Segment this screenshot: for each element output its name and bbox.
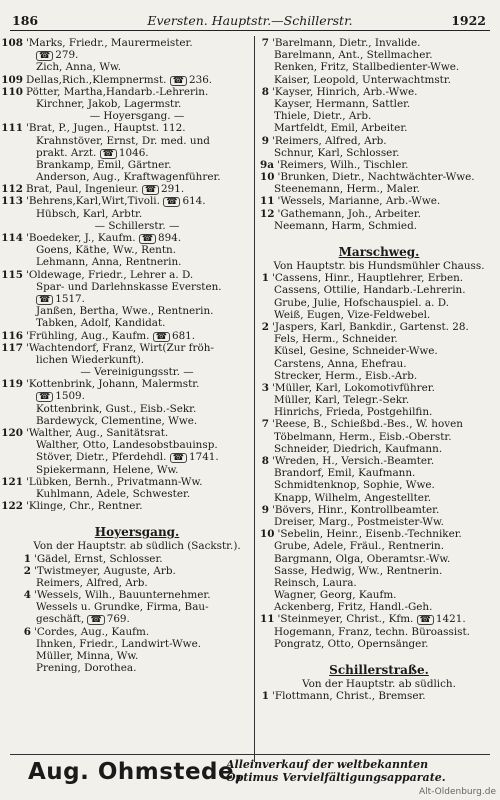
street-heading: Marschweg. xyxy=(338,245,420,259)
entry-line xyxy=(260,284,498,296)
entry-line xyxy=(260,589,498,601)
telephone-icon: ☎ xyxy=(170,76,187,86)
entry-text: Fels, Herm., Schneider. xyxy=(274,333,398,346)
house-number: 115 xyxy=(1,268,23,281)
page-number: 186 xyxy=(12,13,39,28)
entry-text: Kottenbrink, Gust., Eisb.-Sekr. xyxy=(36,402,197,415)
telephone-number: 681. xyxy=(171,329,196,342)
entry-text: 'Wreden, H., Versich.-Beamter. xyxy=(272,455,435,467)
telephone-icon: ☎ xyxy=(87,615,104,625)
entry-line xyxy=(260,86,498,98)
entry-text: Reimers, Alfred, Arb. xyxy=(36,576,148,589)
entry-text: 'Reimers, Wilh., Tischler. xyxy=(276,158,409,171)
entry-line xyxy=(22,565,252,577)
entry-text: Ihnken, Friedr., Landwirt-Wwe. xyxy=(36,637,202,650)
entry-text: 'Jaspers, Karl, Bankdir., Gartenst. 28. xyxy=(272,320,469,333)
entry-line xyxy=(22,403,252,415)
house-number: 112 xyxy=(1,183,23,196)
house-number: 2 xyxy=(23,564,31,577)
telephone-icon: ☎ xyxy=(153,332,170,342)
entry-text: Lehmann, Anna, Rentnerin. xyxy=(36,256,182,269)
house-number: 9 xyxy=(261,503,269,516)
entry-line xyxy=(1,475,252,488)
section-note: — Hoyersgang. — xyxy=(89,110,185,123)
entry-text: Sasse, Hedwig, Ww., Rentnerin. xyxy=(274,564,443,577)
entry-text: 'Marks, Friedr., Maurermeister. xyxy=(26,37,193,49)
entry-line xyxy=(260,358,498,370)
entry-line xyxy=(260,516,498,528)
telephone-icon: ☎ xyxy=(36,392,53,402)
entry-line xyxy=(22,638,252,650)
entry-text: 'Brunken, Dietr., Nachtwächter-Wwe. xyxy=(277,171,475,184)
entry-text: 'Kayser, Hinrich, Arb.-Wwe. xyxy=(272,85,418,98)
entry-line xyxy=(260,613,498,625)
entry-text: 'Gathemann, Joh., Arbeiter. xyxy=(277,207,421,220)
entry-text: Carstens, Anna, Ehefrau. xyxy=(274,357,407,370)
entry-text: 'Kottenbrink, Johann, Malermstr. xyxy=(26,378,200,391)
telephone-icon: ☎ xyxy=(170,453,187,463)
entry-line xyxy=(260,479,498,491)
house-number: 11 xyxy=(260,195,275,208)
house-number: 10 xyxy=(260,528,275,541)
entry-line xyxy=(260,309,498,321)
entry-line xyxy=(22,589,252,601)
entry-text: Hinrichs, Frieda, Postgehilfin. xyxy=(274,406,433,419)
entry-line xyxy=(260,297,498,309)
telephone-number: 614. xyxy=(182,195,206,208)
entry-line xyxy=(260,626,498,638)
house-number: 4 xyxy=(23,589,31,602)
entry-line xyxy=(260,98,498,110)
entry-text: Thiele, Dietr., Arb. xyxy=(274,110,372,123)
header-rule xyxy=(10,30,490,31)
entry-line xyxy=(22,256,252,268)
entry-line xyxy=(1,85,252,98)
entry-line xyxy=(22,98,252,110)
telephone-icon: ☎ xyxy=(100,149,117,159)
entry-line xyxy=(1,500,252,513)
entry-line xyxy=(260,638,498,650)
telephone-number: 1741. xyxy=(188,451,219,464)
entry-line xyxy=(22,464,252,476)
house-number: 119 xyxy=(1,378,23,391)
entry-text: Brat, Paul, Ingenieur. xyxy=(26,183,139,196)
entry-line xyxy=(22,626,252,638)
entry-text: Bargmann, Olga, Oberamtsr.-Ww. xyxy=(274,552,451,565)
spacer xyxy=(260,650,498,658)
entry-text: 'Frühling, Aug., Kaufm. xyxy=(26,329,150,342)
entry-text: Pötter, Martha,Handarb.-Lehrerin. xyxy=(26,85,209,98)
entry-text: Kirchner, Jakob, Lagermstr. xyxy=(36,97,182,110)
watermark: Alt-Oldenburg.de xyxy=(418,787,496,797)
entry-line xyxy=(22,49,252,61)
entry-text: Walther, Otto, Landesobstbauinsp. xyxy=(36,439,218,452)
house-number: 7 xyxy=(261,37,269,49)
entry-line xyxy=(22,415,252,427)
entry-line xyxy=(260,61,498,73)
entry-text: 'Lübken, Bernh., Privatmann-Ww. xyxy=(26,475,203,488)
entry-line xyxy=(1,427,252,439)
page-header xyxy=(10,13,490,29)
entry-text: Küsel, Gesine, Schneider-Wwe. xyxy=(274,345,438,358)
entry-text: Kuhlmann, Adele, Schwester. xyxy=(36,487,191,500)
entry-line xyxy=(22,171,252,183)
entry-text: 'Sebelin, Heinr., Eisenb.-Techniker. xyxy=(277,528,462,541)
entry-line xyxy=(260,171,498,183)
entry-line xyxy=(260,135,498,147)
entry-line xyxy=(22,281,252,293)
entry-line xyxy=(22,305,252,317)
entry-line xyxy=(260,504,498,516)
entry-line xyxy=(260,321,498,333)
entry-line xyxy=(1,329,252,342)
entry-line xyxy=(22,601,252,613)
house-number: 108 xyxy=(1,37,23,49)
entry-line xyxy=(260,74,498,86)
entry-text: 'Bövers, Hinr., Kontrollbeamter. xyxy=(272,503,440,516)
entry-line xyxy=(260,370,498,382)
entry-text: Kayser, Hermann, Sattler. xyxy=(274,97,411,110)
entry-line xyxy=(22,208,252,220)
house-number: 6 xyxy=(23,625,31,638)
house-number: 1 xyxy=(261,690,269,703)
entry-text: 'Brat, P., Jugen., Hauptst. 112. xyxy=(26,122,186,135)
house-number: 8 xyxy=(261,455,269,467)
entry-text: Bardewyck, Clementine, Wwe. xyxy=(36,414,198,427)
entry-text: Pongratz, Otto, Opernsänger. xyxy=(274,637,429,650)
entry-line xyxy=(22,147,252,159)
entry-line xyxy=(260,690,498,702)
telephone-number: 279. xyxy=(55,49,79,62)
house-number: 10 xyxy=(260,171,275,184)
entry-text: Brankamp, Emil, Gärtner. xyxy=(36,158,172,171)
left-column xyxy=(1,37,252,675)
house-number: 113 xyxy=(1,195,23,208)
entry-text: Hogemann, Franz, techn. Büroassist. xyxy=(274,625,470,638)
entry-text: Prening, Dorothea. xyxy=(36,662,137,675)
entry-text: Knapp, Wilhelm, Angestellter. xyxy=(274,491,432,504)
section-note: — Schillerstr. — xyxy=(94,219,180,232)
spacer xyxy=(22,512,252,520)
entry-line xyxy=(260,577,498,589)
house-number: 2 xyxy=(261,320,269,333)
entry-text: Schneider, Diedrich, Kaufmann. xyxy=(274,442,443,455)
house-number: 116 xyxy=(1,329,23,342)
entry-line xyxy=(22,451,252,463)
entry-line xyxy=(1,37,252,49)
entry-line xyxy=(22,439,252,451)
entry-line xyxy=(22,317,252,329)
entry-line xyxy=(22,488,252,500)
entry-text: Grube, Adele, Fräul., Rentnerin. xyxy=(274,540,445,553)
telephone-icon: ☎ xyxy=(163,197,180,207)
entry-text: 'Barelmann, Dietr., Invalide. xyxy=(272,37,421,49)
house-number: 9a xyxy=(260,158,274,171)
house-number: 117 xyxy=(1,341,23,354)
entry-line xyxy=(260,272,498,284)
right-column xyxy=(260,37,498,702)
entry-text: 'Cassens, Hinr., Hauptlehrer, Erben. xyxy=(272,272,464,285)
entry-text: Dellas,Rich.,Klempnermst. xyxy=(26,73,167,86)
entry-line xyxy=(1,232,252,244)
entry-line xyxy=(22,577,252,589)
telephone-icon: ☎ xyxy=(142,185,159,195)
entry-line xyxy=(260,345,498,357)
column-divider xyxy=(254,36,255,762)
telephone-icon: ☎ xyxy=(417,615,434,625)
house-number: 7 xyxy=(261,418,269,431)
entry-text: Dreiser, Marg., Postmeister-Ww. xyxy=(274,515,444,528)
street-heading: Schillerstraße. xyxy=(329,663,429,677)
entry-text: Krahnstöver, Ernst, Dr. med. und xyxy=(36,134,210,147)
entry-text: Müller, Karl, Telegr.-Sekr. xyxy=(274,394,410,407)
entry-text: Zich, Anna, Ww. xyxy=(36,61,121,74)
entry-line xyxy=(260,406,498,418)
entry-line xyxy=(260,540,498,552)
entry-text: 'Boedeker, J., Kaufm. xyxy=(26,232,136,244)
entry-line xyxy=(260,49,498,61)
entry-text: Barelmann, Ant., Stellmacher. xyxy=(274,49,433,62)
house-number: 121 xyxy=(1,475,23,488)
entry-line xyxy=(22,293,252,305)
entry-line xyxy=(1,183,252,196)
house-number: 111 xyxy=(1,122,23,135)
entry-line xyxy=(260,565,498,577)
entry-line xyxy=(260,467,498,479)
entry-text: Goens, Käthe, Ww., Rentn. xyxy=(36,244,176,257)
entry-text: 'Walther, Aug., Sanitätsrat. xyxy=(26,427,169,439)
entry-text: 'Behrens,Karl,Wirt,Tivoli. xyxy=(26,195,160,208)
entry-text: 'Müller, Karl, Lokomotivführer. xyxy=(272,381,435,394)
entry-line xyxy=(22,613,252,625)
entry-text: Wessels u. Grundke, Firma, Bau- xyxy=(36,601,209,614)
telephone-number: 291. xyxy=(161,183,185,196)
entry-text: 'Klinge, Chr., Rentner. xyxy=(26,500,143,513)
entry-text: Cassens, Ottilie, Handarb.-Lehrerin. xyxy=(274,284,466,297)
telephone-icon: ☎ xyxy=(139,234,156,244)
entry-line xyxy=(22,662,252,674)
entry-text: 'Wessels, Wilh., Bauunternehmer. xyxy=(34,589,211,602)
entry-line xyxy=(260,183,498,195)
page-year: 1922 xyxy=(451,13,486,28)
house-number: 11 xyxy=(260,613,275,626)
entry-text: 'Twistmeyer, Auguste, Arb. xyxy=(34,564,176,577)
entry-text: Reinsch, Laura. xyxy=(274,576,357,589)
entry-text: 'Reese, B., Schießbd.-Bes., W. hoven xyxy=(272,418,463,431)
entry-line xyxy=(260,382,498,394)
ad-line-2: Optimus Vervielfältigungsapparate. xyxy=(226,771,446,784)
entry-line xyxy=(260,220,498,232)
entry-text: Spiekermann, Helene, Ww. xyxy=(36,463,179,476)
entry-text: Schnur, Karl, Schlosser. xyxy=(274,146,400,159)
entry-text: Brandorf, Emil, Kaufmann. xyxy=(274,467,416,480)
entry-text: 'Steinmeyer, Christ., Kfm. xyxy=(277,613,414,626)
telephone-icon: ☎ xyxy=(36,295,53,305)
entry-line xyxy=(22,553,252,565)
entry-line xyxy=(1,341,252,354)
entry-line xyxy=(260,455,498,467)
page-title: Eversten. Hauptstr.—Schillerstr. xyxy=(147,13,353,28)
house-number: 122 xyxy=(1,500,23,513)
entry-line xyxy=(22,650,252,662)
entry-text: Weiß, Eugen, Vize-Feldwebel. xyxy=(274,308,431,321)
entry-line xyxy=(260,528,498,540)
street-heading: Hoyersgang. xyxy=(94,525,180,540)
entry-text: 'Oldewage, Friedr., Lehrer a. D. xyxy=(26,268,194,281)
section-note: Von der Hauptstr. ab südlich. xyxy=(302,678,456,690)
entry-line xyxy=(260,431,498,443)
entry-text: Anderson, Aug., Kraftwagenführer. xyxy=(36,171,221,184)
house-number: 12 xyxy=(260,207,275,220)
telephone-number: 769. xyxy=(106,613,130,626)
telephone-number: 1517. xyxy=(55,292,85,305)
house-number: 3 xyxy=(261,381,269,394)
entry-line xyxy=(260,333,498,345)
entry-line xyxy=(260,443,498,455)
entry-line xyxy=(22,354,252,366)
house-number: 114 xyxy=(1,232,23,244)
entry-text: prakt. Arzt. xyxy=(36,146,97,159)
entry-text: Tabken, Adolf, Kandidat. xyxy=(36,317,166,330)
entry-line xyxy=(22,244,252,256)
telephone-number: 1509. xyxy=(55,390,85,403)
house-number: 1 xyxy=(261,272,269,285)
entry-line xyxy=(22,135,252,147)
entry-line xyxy=(1,195,252,208)
entry-text: 'Flottmann, Christ., Bremser. xyxy=(272,690,426,703)
entry-text: 'Gädel, Ernst, Schlosser. xyxy=(34,552,163,565)
telephone-number: 1046. xyxy=(118,146,149,159)
ad-brand: Aug. Ohmstede, xyxy=(28,759,244,785)
entry-text: 'Reimers, Alfred, Arb. xyxy=(272,134,387,147)
entry-text: Renken, Fritz, Stallbedienter-Wwe. xyxy=(274,61,460,74)
entry-line xyxy=(260,122,498,134)
entry-line xyxy=(260,208,498,220)
entry-text: Stöver, Dietr., Pferdehdl. xyxy=(36,451,167,464)
entry-text: Grube, Julie, Hofschauspiel. a. D. xyxy=(274,296,449,309)
house-number: 120 xyxy=(1,427,23,439)
entry-text: geschäft, xyxy=(36,613,85,626)
telephone-number: 1421. xyxy=(435,613,466,626)
telephone-number: 894. xyxy=(158,232,182,244)
ad-line-1: Alleinverkauf der weltbekannten xyxy=(226,758,429,771)
entry-text: 'Wachtendorf, Franz, Wirt(Zur fröh- xyxy=(26,341,214,354)
house-number: 110 xyxy=(1,85,23,98)
entry-text: 'Cordes, Aug., Kaufm. xyxy=(34,625,150,638)
entry-text: Hübsch, Karl, Arbtr. xyxy=(36,207,143,220)
entry-text: Kaiser, Leopold, Unterwachtmstr. xyxy=(274,73,451,86)
entry-line xyxy=(22,159,252,171)
telephone-icon: ☎ xyxy=(36,51,53,61)
entry-line xyxy=(260,195,498,207)
entry-text: Strecker, Herm., Eisb.-Arb. xyxy=(274,369,418,382)
house-number: 109 xyxy=(1,73,23,86)
entry-line xyxy=(22,390,252,402)
entry-line xyxy=(260,601,498,613)
entry-line xyxy=(260,110,498,122)
entry-line xyxy=(1,73,252,86)
entry-text: lichen Wiederkunft). xyxy=(36,353,145,366)
spacer xyxy=(260,232,498,240)
entry-line xyxy=(1,122,252,135)
entry-text: Ackenberg, Fritz, Handl.-Geh. xyxy=(274,601,433,614)
entry-text: Martfeldt, Emil, Arbeiter. xyxy=(274,122,408,135)
entry-line xyxy=(260,418,498,430)
section-note: Von Hauptstr. bis Hundsmühler Chauss. xyxy=(273,260,485,272)
house-number: 1 xyxy=(23,552,31,565)
entry-text: Töbelmann, Herm., Eisb.-Oberstr. xyxy=(274,430,452,443)
entry-line xyxy=(260,492,498,504)
entry-text: Steenemann, Herm., Maler. xyxy=(274,183,420,196)
entry-text: Müller, Minna, Ww. xyxy=(36,650,139,662)
entry-line xyxy=(260,159,498,171)
entry-text: Wagner, Georg, Kaufm. xyxy=(274,589,397,602)
house-number: 8 xyxy=(261,85,269,98)
section-note: — Vereinigungsstr. — xyxy=(80,366,194,379)
entry-line xyxy=(22,61,252,73)
advertisement xyxy=(10,754,490,787)
entry-line xyxy=(260,553,498,565)
entry-text: Spar- und Darlehnskasse Eversten. xyxy=(36,280,222,293)
entry-line xyxy=(1,378,252,391)
entry-text: Schmidtenknop, Sophie, Wwe. xyxy=(274,479,435,492)
entry-line xyxy=(260,37,498,49)
entry-text: 'Wessels, Marianne, Arb.-Wwe. xyxy=(277,195,441,208)
section-note: Von der Hauptstr. ab südlich (Sackstr.). xyxy=(33,540,241,553)
house-number: 9 xyxy=(261,134,269,147)
entry-line xyxy=(260,147,498,159)
entry-line xyxy=(1,268,252,281)
telephone-number: 236. xyxy=(188,73,213,86)
entry-line xyxy=(260,394,498,406)
entry-text: Janßen, Bertha, Wwe., Rentnerin. xyxy=(36,305,214,318)
entry-text: Neemann, Harm, Schmied. xyxy=(274,219,418,232)
